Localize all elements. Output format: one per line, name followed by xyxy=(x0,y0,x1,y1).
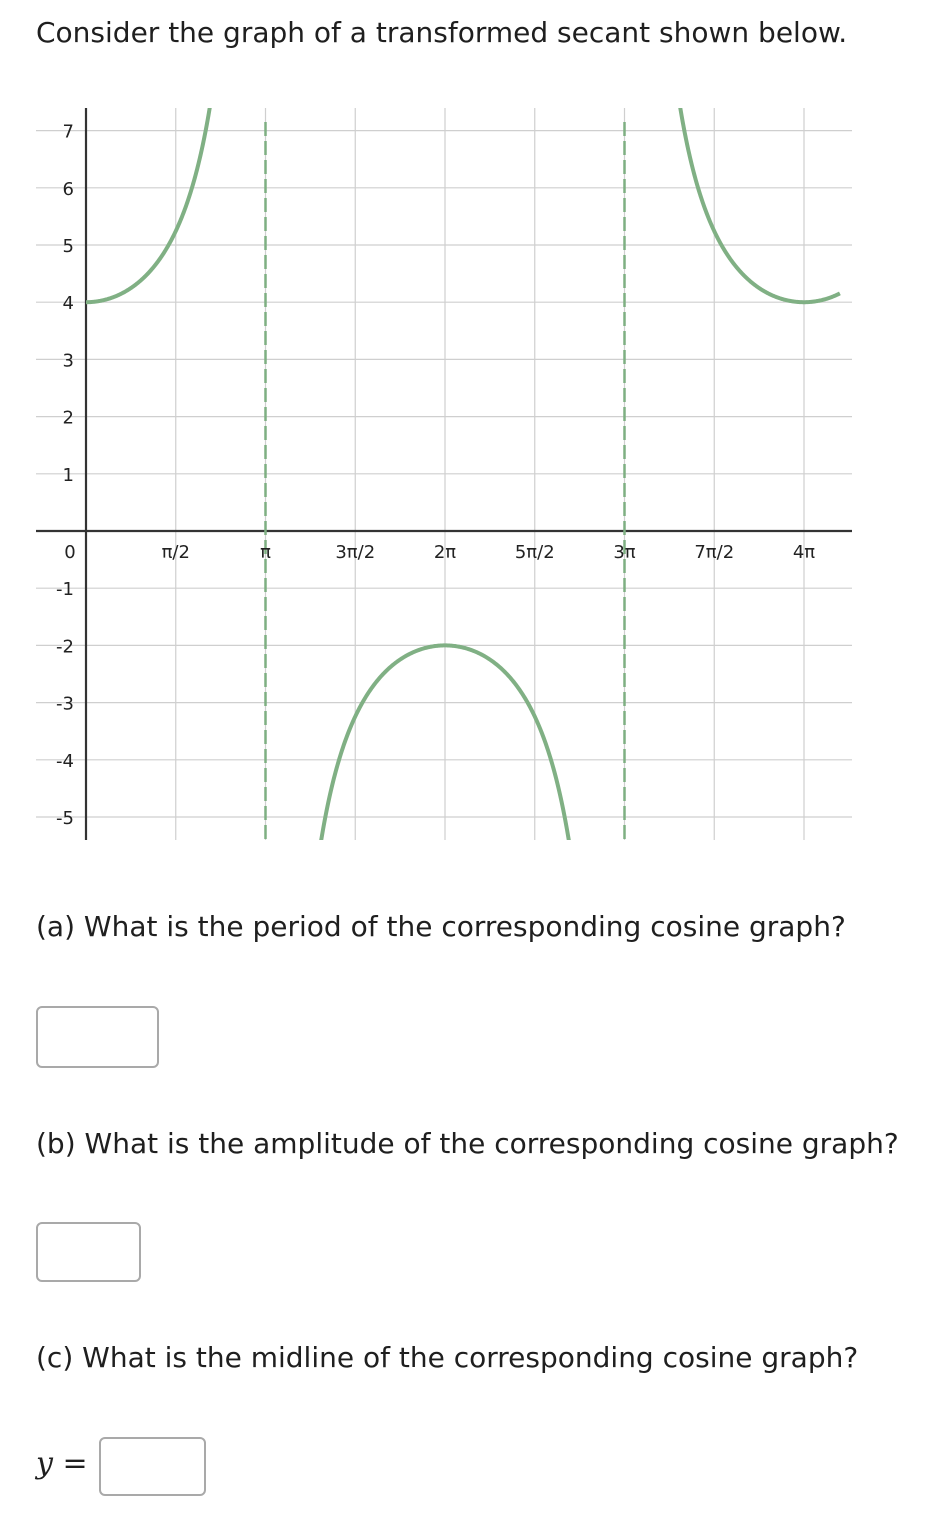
secant-branch xyxy=(86,68,216,302)
grid xyxy=(36,108,852,840)
question-a: (a) What is the period of the corresponding cosine graph? xyxy=(36,910,846,943)
y-tick-label: 2 xyxy=(62,407,74,429)
midline-prefix xyxy=(36,1446,88,1481)
x-tick-label: 5π/2 xyxy=(514,542,555,563)
y-tick-label: -1 xyxy=(56,579,74,601)
x-tick-label: 4π xyxy=(792,542,816,563)
midline-equals: = xyxy=(52,1446,88,1481)
y-tick-label: 3 xyxy=(62,350,74,372)
midline-answer-input[interactable] xyxy=(99,1437,206,1496)
curves xyxy=(86,68,840,860)
secant-branch xyxy=(675,70,840,302)
x-tick-label: 2π xyxy=(433,542,457,563)
y-tick-label: 7 xyxy=(62,121,74,143)
period-answer-input[interactable] xyxy=(36,1006,159,1068)
y-tick-label: -5 xyxy=(56,808,74,829)
y-tick-label: 5 xyxy=(62,236,74,257)
amplitude-answer-input[interactable] xyxy=(36,1222,141,1282)
question-b: (b) What is the amplitude of the corresponding cosine graph? xyxy=(36,1127,899,1160)
question-c: (c) What is the midline of the corresponding cosine graph? xyxy=(36,1341,859,1374)
x-tick-label: π xyxy=(260,542,271,563)
x-tick-label: π/2 xyxy=(161,542,190,563)
y-tick-label: -4 xyxy=(56,750,74,772)
tick-labels xyxy=(56,122,815,829)
y-tick-label: 1 xyxy=(62,464,74,486)
y-tick-label: 6 xyxy=(62,178,74,200)
midline-variable: y xyxy=(36,1446,53,1481)
x-tick-label: 3π xyxy=(613,542,636,563)
problem-intro: Consider the graph of a transformed secant shown below. xyxy=(36,16,848,49)
y-tick-label: 4 xyxy=(62,293,74,315)
x-tick-label-origin: 0 xyxy=(64,542,76,563)
x-tick-label: 3π/2 xyxy=(335,542,376,563)
y-tick-label: -2 xyxy=(56,636,74,658)
x-tick-label: 7π/2 xyxy=(694,542,735,563)
y-tick-label: -3 xyxy=(56,693,74,715)
